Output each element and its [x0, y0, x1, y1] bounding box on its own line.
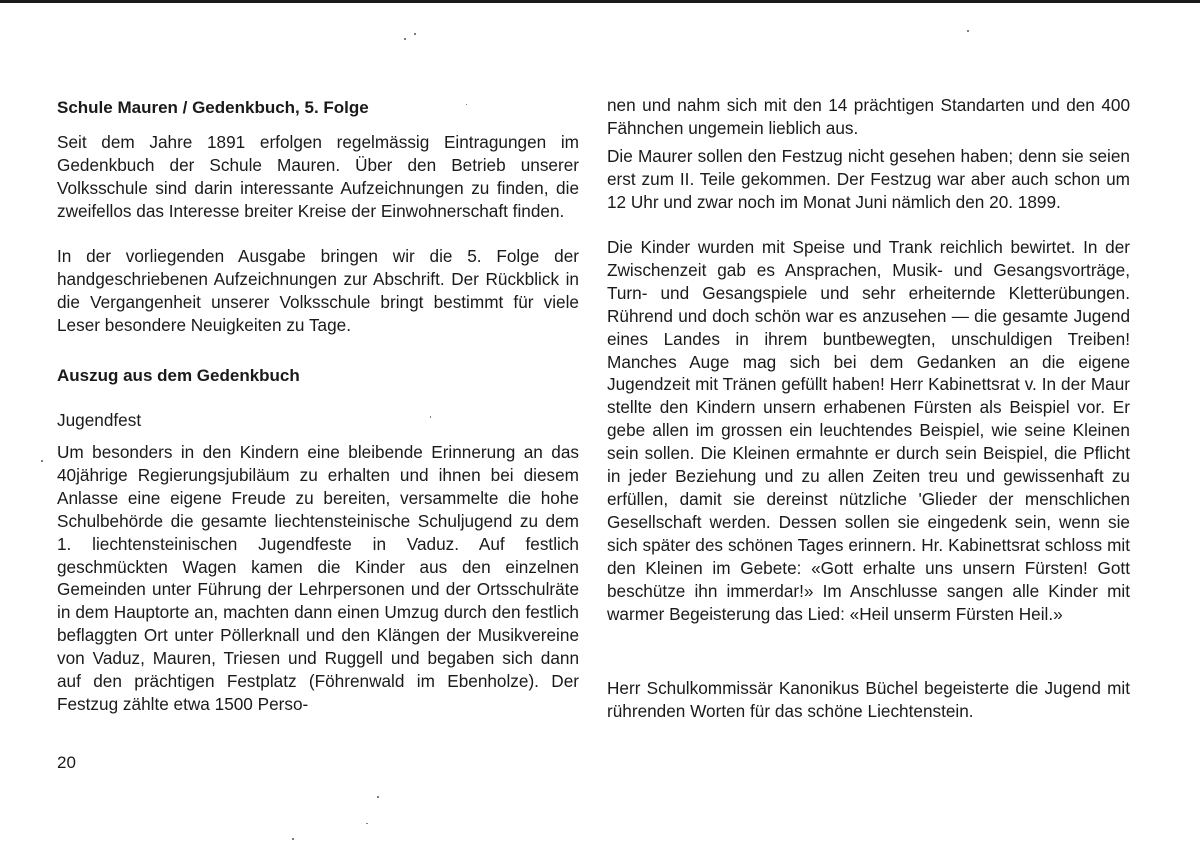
- scan-speck: [377, 796, 379, 798]
- scan-speck: [414, 33, 416, 35]
- scan-speck: [967, 30, 969, 32]
- right-paragraph-4: Herr Schulkommissär Kanonikus Büchel begeisterte die Jugend mit rührenden Worten für das schöne Liechtenstein.: [607, 678, 1130, 721]
- right-paragraph-3: Die Kinder wurden mit Speise und Trank reichlich bewirtet. In der Zwischenzeit gab es Ansprachen, Musik- und Gesangsvorträge, Turn- und Gesangspiele und sehr erheiternde Kletterübungen. Rührend und doch schön war es anzusehen — die gesamte Jugend eines Landes in ihrem buntbewegten, unschuldigen Treiben! Manches Auge mag sich bei dem Gedanken an die eigene Jugendzeit mit Tränen gefüllt haben! Herr Kabinettsrat v. In der Maur stellte den Kindern unsern erhabenen Fürsten als Beispiel vor. Er gebe allen im grossen ein leuchtendes Beispiel, wie seine Kleinen sein sollen. Die Kleinen ermahnte er durch sein Beispiel, die Pflicht in jeder Beziehung und zu allen Zeiten treu und gewissenhaft zu erfüllen, damit sie dereinst nützliche 'Glieder der menschlichen Gesellschaft werden. Dessen sollen sie eingedenk sein, wenn sie sich später des schönen Tages erinnern. Hr. Kabinettsrat schloss mit den Kleinen im Gebete: «Gott erhalte uns unsern Fürsten! Gott beschütze ihn immerdar!» Im Anschlusse sangen alle Kinder mit warmer Begeisterung das Lied: «Heil unserm Fürsten Heil.»: [607, 237, 1130, 624]
- article-title: Schule Mauren / Gedenkbuch, 5. Folge: [57, 98, 369, 117]
- scan-speck: [404, 38, 406, 40]
- section-heading: Auszug aus dem Gedenkbuch: [57, 366, 300, 385]
- intro-paragraph-2: In der vorliegenden Ausgabe bringen wir die 5. Folge der handgeschriebenen Aufzeichnungen zur Abschrift. Der Rückblick in die Vergangenheit unserer Volksschule bringt bestimmt für viele Leser besondere Neuigkeiten zu Tage.: [57, 246, 579, 335]
- page-number: 20: [57, 753, 76, 772]
- scan-speck: [292, 838, 294, 840]
- scan-speck: [366, 823, 368, 824]
- top-border-line: [0, 0, 1200, 3]
- right-paragraph-1: nen und nahm sich mit den 14 prächtigen Standarten und den 400 Fähnchen ungemein lieblich aus.: [607, 95, 1130, 138]
- intro-paragraph-1: Seit dem Jahre 1891 erfolgen regelmässig Eintragungen im Gedenkbuch der Schule Mauren. Über den Betrieb unserer Volksschule sind darin interessante Aufzeichnungen zu finden, die zweifellos das Interesse breiter Kreise der Einwohnerschaft finden.: [57, 132, 579, 221]
- scan-speck: [430, 416, 431, 418]
- subheading-jugendfest: Jugendfest: [57, 410, 142, 430]
- right-paragraph-2: Die Maurer sollen den Festzug nicht gesehen haben; denn sie seien erst zum II. Teile gekommen. Der Festzug war aber auch schon um 12 Uhr und zwar noch im Monat Juni nämlich den 20. 1899.: [607, 146, 1130, 212]
- scan-speck: [41, 460, 43, 462]
- body-paragraph-1: Um besonders in den Kindern eine bleibende Erinnerung an das 40jährige Regierungsjubiläum zu erhalten und ihnen bei diesem Anlasse eine eigene Freude zu bereiten, versammelte die hohe Schulbehörde die gesamte liechtensteinische Schuljugend zu dem 1. liechtensteinischen Jugendfeste in Vaduz. Auf festlich geschmückten Wagen kamen die Kinder aus den einzelnen Gemeinden unter Führung der Lehrpersonen und der Ortsschulräte in dem Hauptorte an, machten dann einen Umzug durch den festlich beflaggten Ort unter Pöllerknall und den Klängen der Musikvereine von Vaduz, Mauren, Triesen und Ruggell und begaben sich dann auf den prächtigen Festplatz (Föhrenwald im Ebenholze). Der Festzug zählte etwa 1500 Perso-: [57, 442, 579, 714]
- scan-speck: [466, 104, 467, 105]
